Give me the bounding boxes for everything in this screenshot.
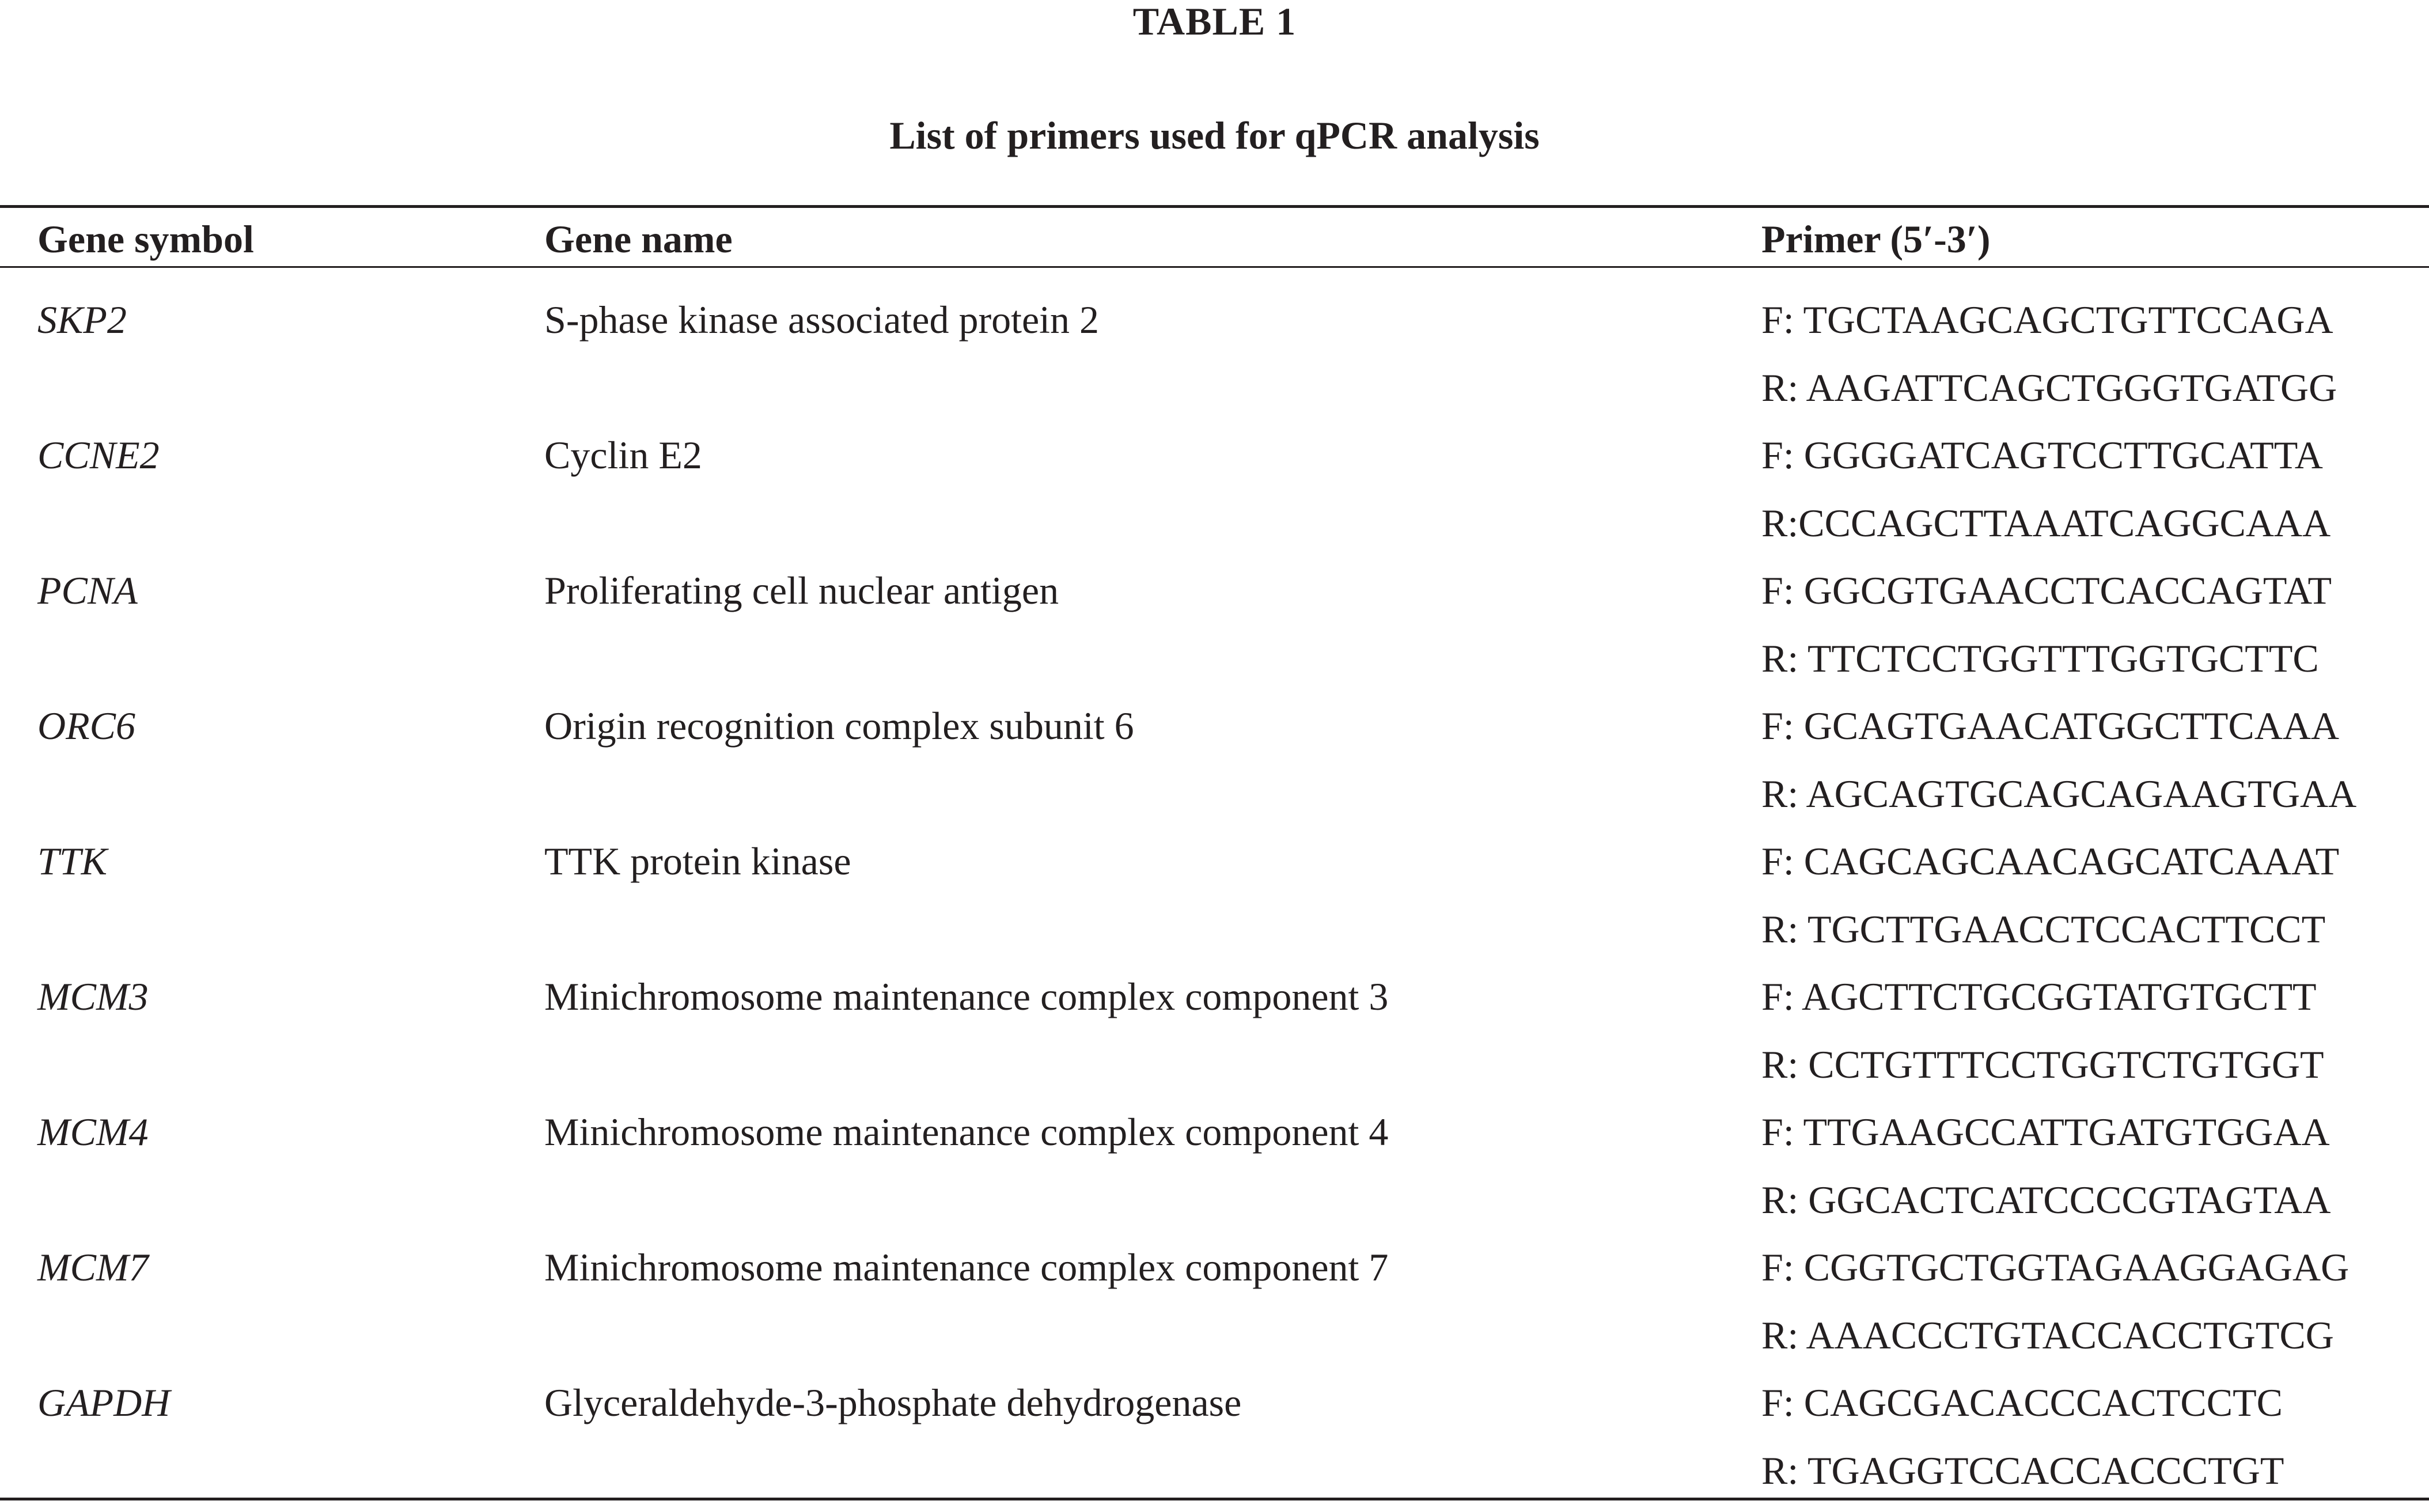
gene-name-cell: S-phase kinase associated protein 2: [544, 298, 1100, 342]
gene-symbol-cell: GAPDH: [37, 1381, 170, 1424]
forward-primer-cell: F: CAGCGACACCCACTCCTC: [1761, 1381, 2283, 1424]
table-header-row: [0, 213, 2429, 265]
gene-name-cell: Glyceraldehyde-3-phosphate dehydrogenase: [544, 1381, 1242, 1424]
table-row: [0, 1106, 2429, 1241]
reverse-primer-cell: R: AGCAGTGCAGCAGAAGTGAA: [1761, 772, 2357, 816]
reverse-primer-cell: R: AAACCCTGTACCACCTGTCG: [1761, 1313, 2334, 1357]
table-header-rule: [0, 266, 2429, 268]
gene-name-cell: TTK protein kinase: [544, 839, 851, 883]
forward-primer-cell: F: GGCGTGAACCTCACCAGTAT: [1761, 569, 2332, 612]
table-row: [0, 971, 2429, 1106]
reverse-primer-cell: R: GGCACTCATCCCCGTAGTAA: [1761, 1178, 2331, 1222]
gene-symbol-cell: ORC6: [37, 704, 135, 748]
table-body: [0, 294, 2429, 1512]
reverse-primer-cell: R:CCCAGCTTAAATCAGGCAAA: [1761, 501, 2331, 545]
forward-primer-cell: F: GGGGATCAGTCCTTGCATTA: [1761, 433, 2323, 477]
gene-symbol-cell: CCNE2: [37, 433, 160, 477]
reverse-primer-cell: R: AAGATTCAGCTGGGTGATGG: [1761, 366, 2337, 410]
gene-name-cell: Origin recognition complex subunit 6: [544, 704, 1134, 748]
forward-primer-cell: F: CAGCAGCAACAGCATCAAAT: [1761, 839, 2340, 883]
table-top-rule: [0, 205, 2429, 208]
reverse-primer-cell: R: CCTGTTTCCTGGTCTGTGGT: [1761, 1043, 2324, 1086]
header-gene-name: Gene name: [544, 217, 733, 261]
forward-primer-cell: F: TGCTAAGCAGCTGTTCCAGA: [1761, 298, 2333, 342]
table-row: [0, 835, 2429, 971]
gene-symbol-cell: PCNA: [37, 569, 138, 612]
gene-symbol-cell: MCM3: [37, 975, 149, 1018]
table-label: TABLE 1: [1132, 0, 1297, 43]
reverse-primer-cell: R: TTCTCCTGGTTTGGTGCTTC: [1761, 636, 2319, 680]
gene-symbol-cell: MCM4: [37, 1110, 149, 1154]
reverse-primer-cell: R: TGAGGTCCACCACCCTGT: [1761, 1449, 2284, 1492]
table-row: [0, 1241, 2429, 1377]
table-row: [0, 294, 2429, 429]
table-title: List of primers used for qPCR analysis: [889, 113, 1540, 157]
header-gene-symbol: Gene symbol: [37, 217, 254, 261]
header-primer: Primer (5′-3′): [1761, 217, 1991, 261]
forward-primer-cell: F: CGGTGCTGGTAGAAGGAGAG: [1761, 1245, 2350, 1289]
gene-name-cell: Minichromosome maintenance complex component 3: [544, 975, 1389, 1018]
gene-name-cell: Proliferating cell nuclear antigen: [544, 569, 1059, 612]
table-row: [0, 564, 2429, 700]
forward-primer-cell: F: AGCTTCTGCGGTATGTGCTT: [1761, 975, 2317, 1018]
table-row: [0, 429, 2429, 564]
gene-name-cell: Minichromosome maintenance complex component 4: [544, 1110, 1389, 1154]
table-bottom-rule: [0, 1498, 2429, 1500]
table-row: [0, 700, 2429, 835]
forward-primer-cell: F: TTGAAGCCATTGATGTGGAA: [1761, 1110, 2330, 1154]
gene-symbol-cell: SKP2: [37, 298, 127, 342]
gene-name-cell: Minichromosome maintenance complex component 7: [544, 1245, 1389, 1289]
gene-symbol-cell: TTK: [37, 839, 107, 883]
reverse-primer-cell: R: TGCTTGAACCTCCACTTCCT: [1761, 907, 2326, 951]
gene-name-cell: Cyclin E2: [544, 433, 702, 477]
gene-symbol-cell: MCM7: [37, 1245, 149, 1289]
table-row: [0, 1377, 2429, 1512]
forward-primer-cell: F: GCAGTGAACATGGCTTCAAA: [1761, 704, 2340, 748]
